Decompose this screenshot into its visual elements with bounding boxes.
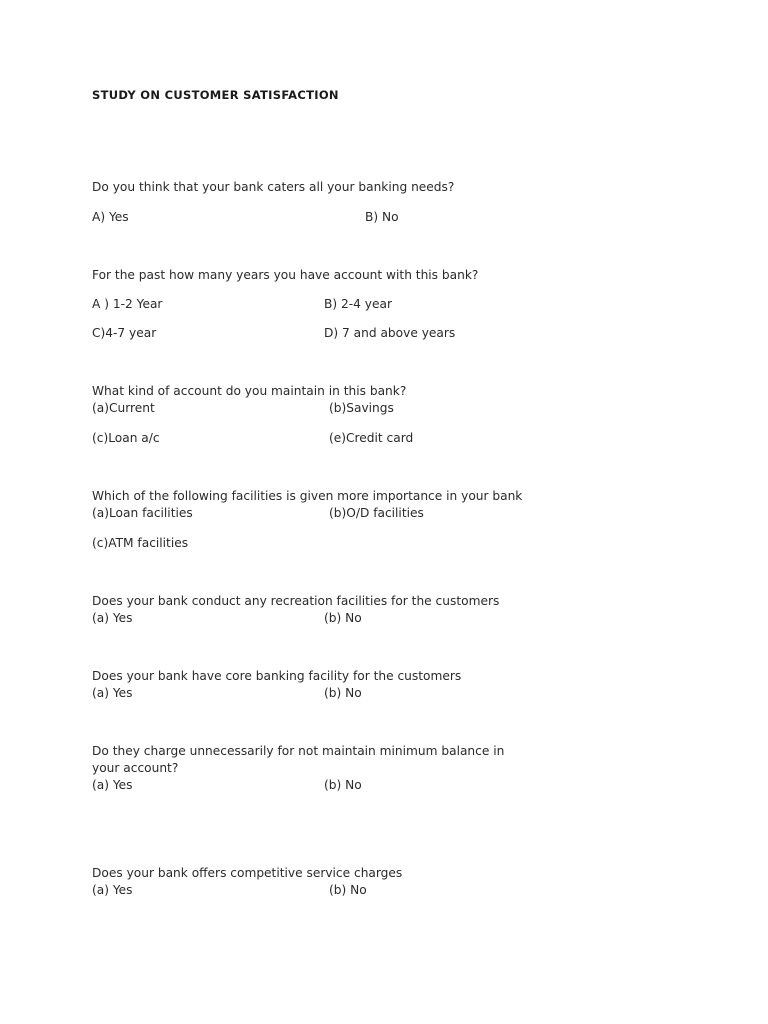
question-8-option-a: (a) Yes xyxy=(92,883,133,897)
question-8-option-b: (b) No xyxy=(329,883,367,897)
question-2-option-c: C)4-7 year xyxy=(92,326,157,340)
question-3-option-b: (b)Savings xyxy=(329,401,394,415)
question-1-option-b: B) No xyxy=(365,210,399,224)
question-2-option-d: D) 7 and above years xyxy=(324,326,456,340)
question-1-option-a: A) Yes xyxy=(92,210,129,224)
question-8-text: Does your bank offers competitive service charges xyxy=(92,866,403,880)
document-title: STUDY ON CUSTOMER SATISFACTION xyxy=(92,88,339,102)
question-7-text-line-1: Do they charge unnecessarily for not maintain minimum balance in xyxy=(92,744,505,758)
question-4-option-c: (c)ATM facilities xyxy=(92,536,189,550)
question-2-option-a: A ) 1-2 Year xyxy=(92,297,163,311)
question-6-option-a: (a) Yes xyxy=(92,686,133,700)
question-3-option-e: (e)Credit card xyxy=(329,431,414,445)
question-4-text: Which of the following facilities is given more importance in your bank xyxy=(92,489,523,503)
question-4-option-a: (a)Loan facilities xyxy=(92,506,193,520)
question-6-text: Does your bank have core banking facility for the customers xyxy=(92,669,462,683)
question-3-option-c: (c)Loan a/c xyxy=(92,431,160,445)
question-2-option-b: B) 2-4 year xyxy=(324,297,392,311)
question-3-text: What kind of account do you maintain in this bank? xyxy=(92,384,407,398)
question-3-option-a: (a)Current xyxy=(92,401,155,415)
question-7-text-line-2: your account? xyxy=(92,761,179,775)
question-5-option-a: (a) Yes xyxy=(92,611,133,625)
question-5-text: Does your bank conduct any recreation facilities for the customers xyxy=(92,594,500,608)
question-6-option-b: (b) No xyxy=(324,686,362,700)
question-2-text: For the past how many years you have account with this bank? xyxy=(92,268,479,282)
question-5-option-b: (b) No xyxy=(324,611,362,625)
question-4-option-b: (b)O/D facilities xyxy=(329,506,424,520)
question-7-option-b: (b) No xyxy=(324,778,362,792)
question-7-option-a: (a) Yes xyxy=(92,778,133,792)
question-1-text: Do you think that your bank caters all your banking needs? xyxy=(92,180,455,194)
